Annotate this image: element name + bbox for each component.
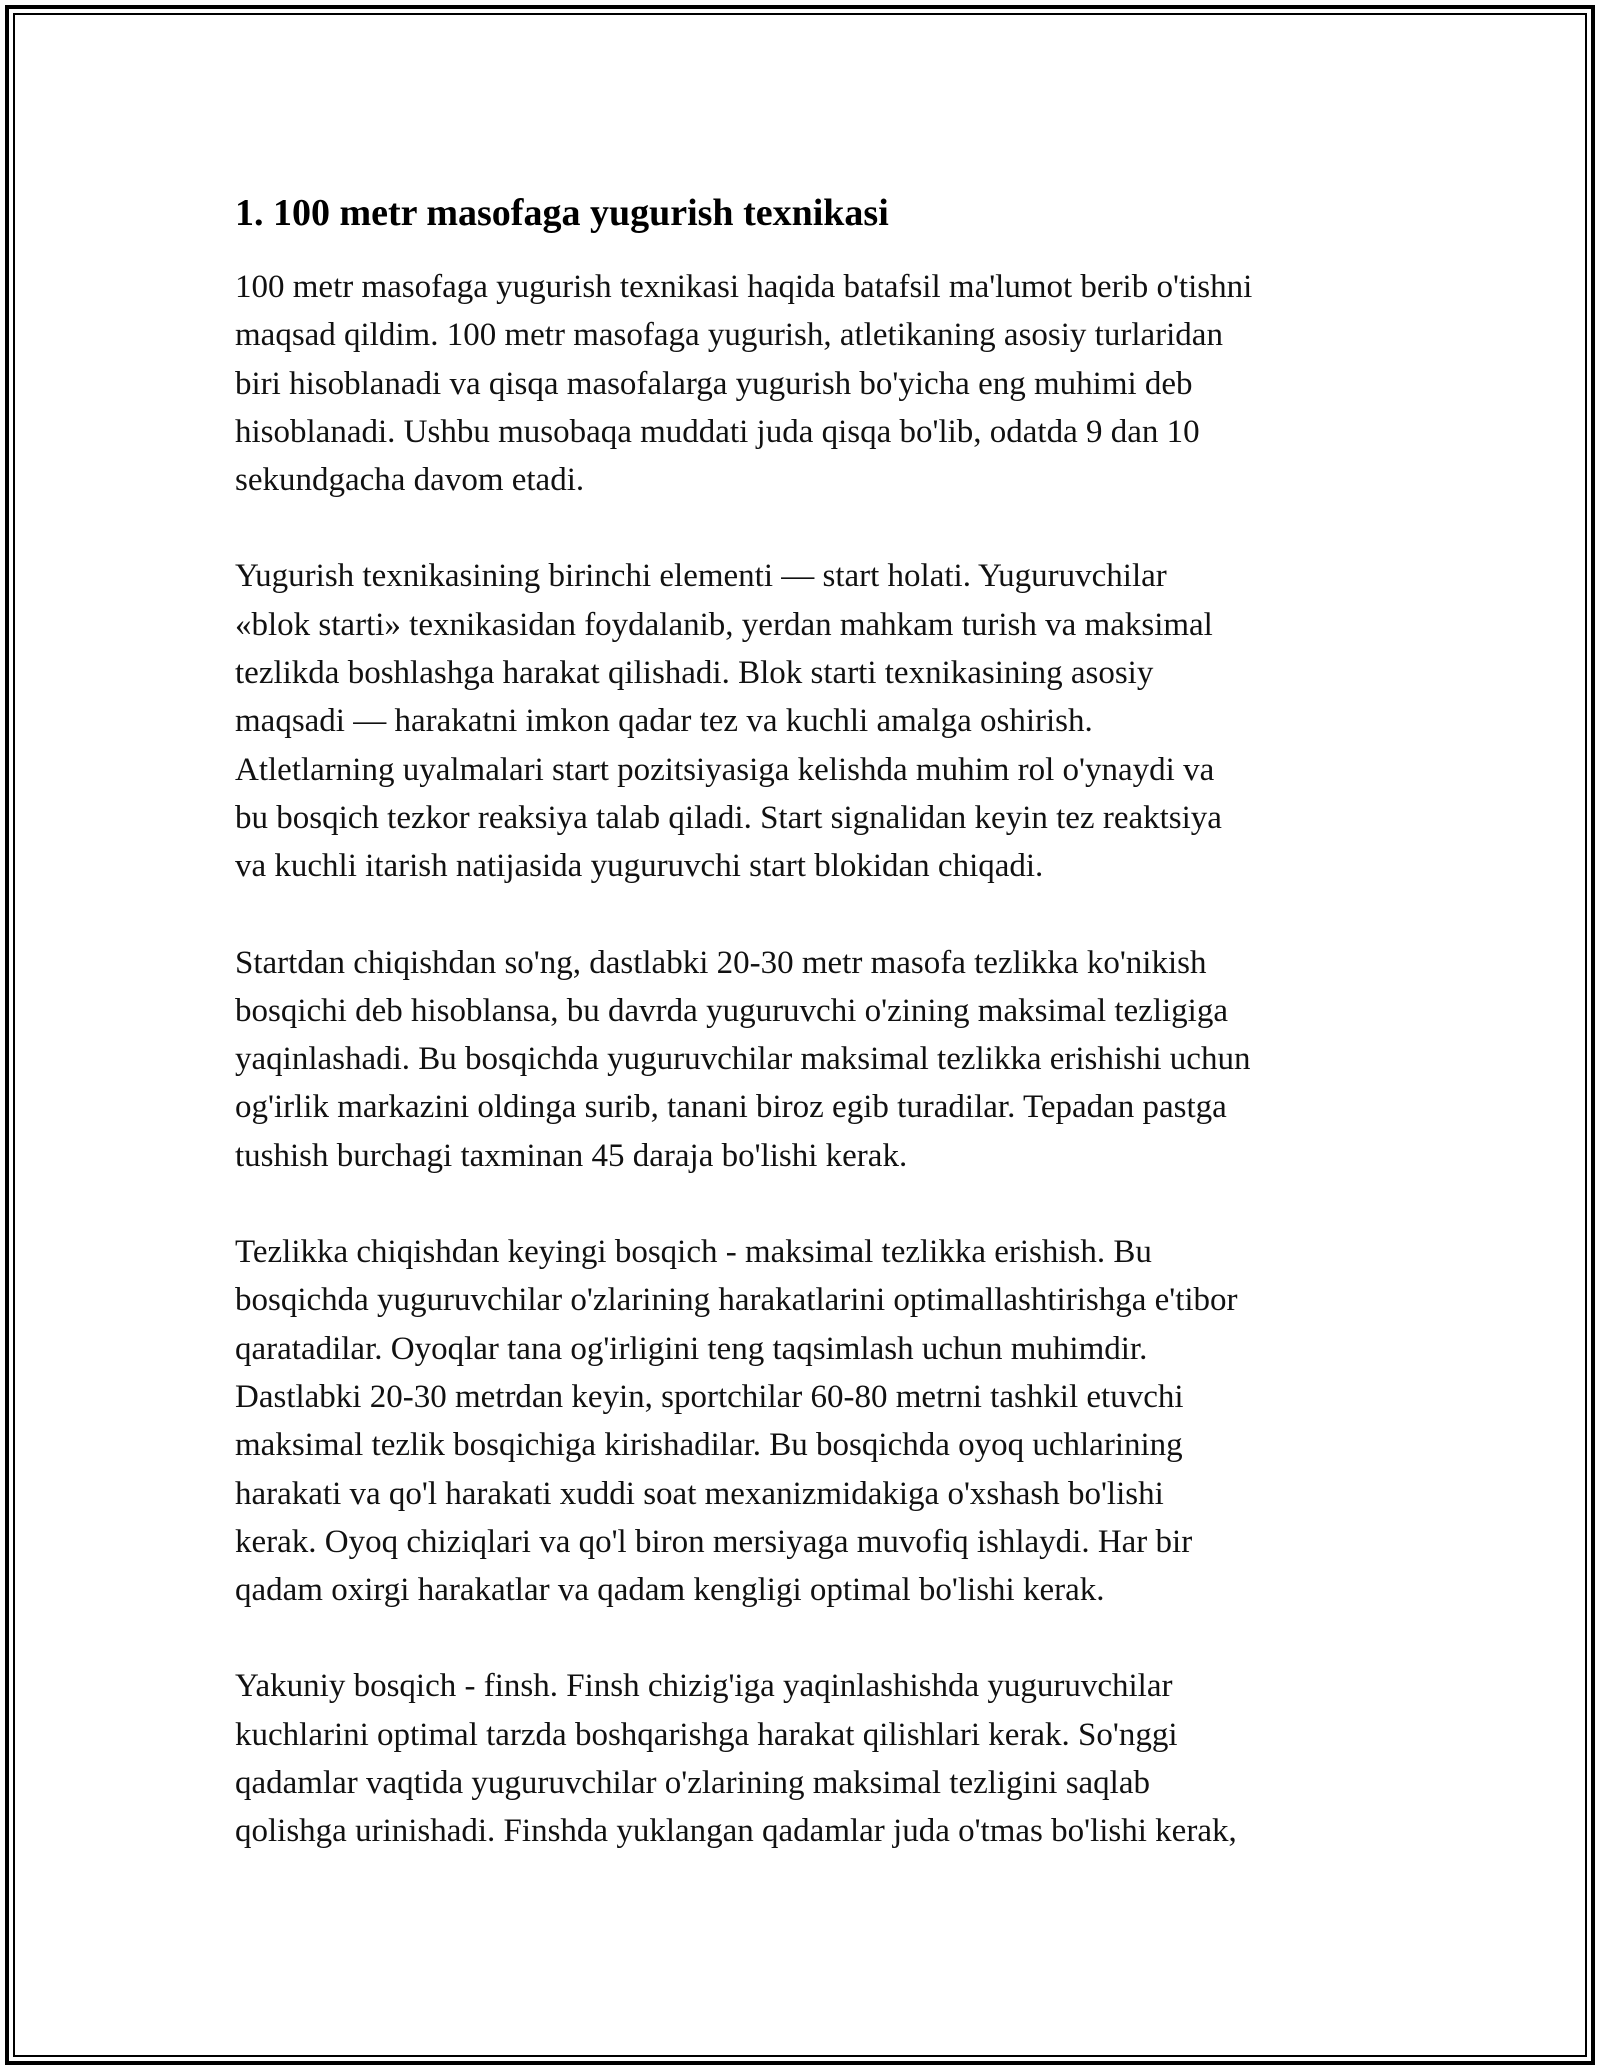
text-line: kuchlarini optimal tarzda boshqarishga harakat qilishlari kerak. So'nggi <box>235 1716 1178 1753</box>
text-line: kerak. Oyoq chiziqlari va qo'l biron mersiyaga muvofiq ishlaydi. Har bir <box>235 1523 1193 1560</box>
text-line: tushish burchagi taxminan 45 daraja bo'lishi kerak. <box>235 1137 908 1174</box>
text-line: bosqichi deb hisoblansa, bu davrda yuguruvchi o'zining maksimal tezligiga <box>235 992 1228 1029</box>
paragraph-max-speed <box>235 1228 1375 1614</box>
text-line: Yakuniy bosqich - finsh. Finsh chizig'iga yaqinlashishda yuguruvchilar <box>235 1668 1173 1705</box>
text-line: Startdan chiqishdan so'ng, dastlabki 20-30 metr masofa tezlikka ko'nikish <box>235 944 1207 981</box>
text-line: Atletlarning uyalmalari start pozitsiyasiga kelishda muhim rol o'ynaydi va <box>235 751 1215 788</box>
text-line: og'irlik markazini oldinga surib, tanani biroz egib turadilar. Tepadan pastga <box>235 1089 1227 1126</box>
document-body <box>235 187 1375 1904</box>
text-line: maksimal tezlik bosqichiga kirishadilar. Bu bosqichda oyoq uchlarining <box>235 1427 1183 1464</box>
text-line: biri hisoblanadi va qisqa masofalarga yugurish bo'yicha eng muhimi deb <box>235 365 1193 402</box>
text-line: qadamlar vaqtida yuguruvchilar o'zlarining maksimal tezligini saqlab <box>235 1765 1150 1802</box>
text-line: harakati va qo'l harakati xuddi soat mexanizmidakiga o'xshash bo'lishi <box>235 1475 1164 1512</box>
document-title: 1. 100 metr masofaga yugurish texnikasi <box>235 192 889 234</box>
paragraph-intro <box>235 263 1375 504</box>
text-line: qolishga urinishadi. Finshda yuklangan qadamlar juda o'tmas bo'lishi kerak, <box>235 1813 1237 1850</box>
text-line: hisoblanadi. Ushbu musobaqa muddati juda qisqa bo'lib, odatda 9 dan 10 <box>235 413 1200 450</box>
text-line: Dastlabki 20-30 metrdan keyin, sportchilar 60-80 metrni tashkil etuvchi <box>235 1378 1184 1415</box>
paragraph-acceleration <box>235 939 1375 1180</box>
text-line: tezlikda boshlashga harakat qilishadi. Blok starti texnikasining asosiy <box>235 655 1154 692</box>
text-line: va kuchli itarish natijasida yuguruvchi start blokidan chiqadi. <box>235 848 1044 885</box>
text-line: sekundgacha davom etadi. <box>235 462 585 499</box>
paragraph-start-position <box>235 552 1375 890</box>
text-line: 100 metr masofaga yugurish texnikasi haqida batafsil ma'lumot berib o'tishni <box>235 269 1253 305</box>
text-line: qadam oxirgi harakatlar va qadam kengligi optimal bo'lishi kerak. <box>235 1572 1105 1609</box>
text-line: maqsad qildim. 100 metr masofaga yugurish, atletikaning asosiy turlaridan <box>235 317 1223 354</box>
paragraph-finish <box>235 1662 1375 1855</box>
text-line: qaratadilar. Oyoqlar tana og'irligini teng taqsimlash uchun muhimdir. <box>235 1330 1148 1367</box>
text-line: Tezlikka chiqishdan keyingi bosqich - maksimal tezlikka erishish. Bu <box>235 1234 1152 1271</box>
text-line: bosqichda yuguruvchilar o'zlarining harakatlarini optimallashtirishga e'tibor <box>235 1282 1238 1319</box>
text-line: yaqinlashadi. Bu bosqichda yuguruvchilar maksimal tezlikka erishishi uchun <box>235 1041 1251 1078</box>
text-line: maqsadi — harakatni imkon qadar tez va kuchli amalga oshirish. <box>235 703 1093 740</box>
text-line: bu bosqich tezkor reaksiya talab qiladi. Start signalidan keyin tez reaktsiya <box>235 799 1222 836</box>
text-line: Yugurish texnikasining birinchi elementi — start holati. Yuguruvchilar <box>235 558 1167 595</box>
text-line: «blok starti» texnikasidan foydalanib, yerdan mahkam turish va maksimal <box>235 606 1213 643</box>
